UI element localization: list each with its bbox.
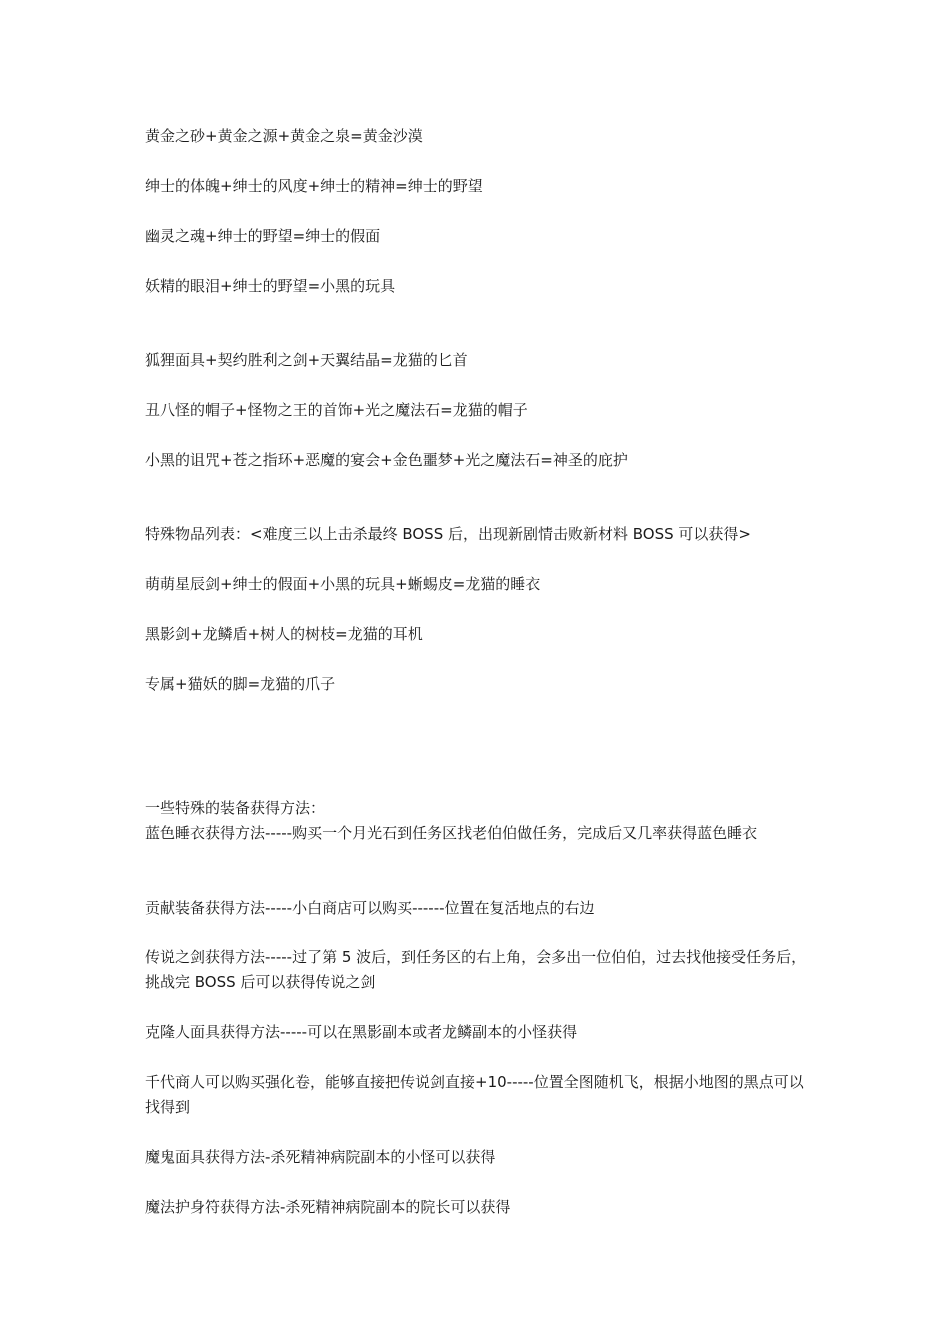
recipe-line: 专属+猫妖的脚=龙猫的爪子: [145, 675, 336, 693]
method-paragraph: 魔鬼面具获得方法-杀死精神病院副本的小怪可以获得: [145, 1148, 496, 1166]
recipe-line: 小黑的诅咒+苍之指环+恶魔的宴会+金色噩梦+光之魔法石=神圣的庇护: [145, 451, 628, 469]
recipe-line: 萌萌星辰剑+绅士的假面+小黑的玩具+蜥蜴皮=龙猫的睡衣: [145, 575, 541, 593]
recipe-line: 黄金之砂+黄金之源+黄金之泉=黄金沙漠: [145, 127, 423, 145]
methods-heading: 一些特殊的装备获得方法：: [145, 799, 326, 817]
method-paragraph: 传说之剑获得方法-----过了第 5 波后，到任务区的右上角，会多出一位伯伯，过去找他接受任务后，挑战完 BOSS 后可以获得传说之剑: [145, 948, 807, 991]
method-paragraph: 贡献装备获得方法-----小白商店可以购买------位置在复活地点的右边: [145, 899, 595, 917]
method-paragraph: 千代商人可以购买强化卷，能够直接把传说剑直接+10-----位置全图随机飞，根据小地图的黑点可以找得到: [145, 1073, 804, 1116]
recipe-line: 丑八怪的帽子+怪物之王的首饰+光之魔法石=龙猫的帽子: [145, 401, 528, 419]
recipe-line: 幽灵之魂+绅士的野望=绅士的假面: [145, 227, 381, 245]
method-paragraph: 魔法护身符获得方法-杀死精神病院副本的院长可以获得: [145, 1198, 511, 1216]
special-items-heading: 特殊物品列表：<难度三以上击杀最终 BOSS 后，出现新剧情击败新材料 BOSS 可以获得>: [145, 525, 751, 543]
recipe-line: 狐狸面具+契约胜利之剑+天翼结晶=龙猫的匕首: [145, 351, 468, 369]
recipe-line: 黑影剑+龙鳞盾+树人的树枝=龙猫的耳机: [145, 625, 423, 643]
recipe-line: 绅士的体魄+绅士的风度+绅士的精神=绅士的野望: [145, 177, 483, 195]
recipe-line: 妖精的眼泪+绅士的野望=小黑的玩具: [145, 277, 396, 295]
method-paragraph: 蓝色睡衣获得方法-----购买一个月光石到任务区找老伯伯做任务，完成后又几率获得蓝色睡衣: [145, 824, 758, 842]
method-paragraph: 克隆人面具获得方法-----可以在黑影副本或者龙鳞副本的小怪获得: [145, 1023, 578, 1041]
